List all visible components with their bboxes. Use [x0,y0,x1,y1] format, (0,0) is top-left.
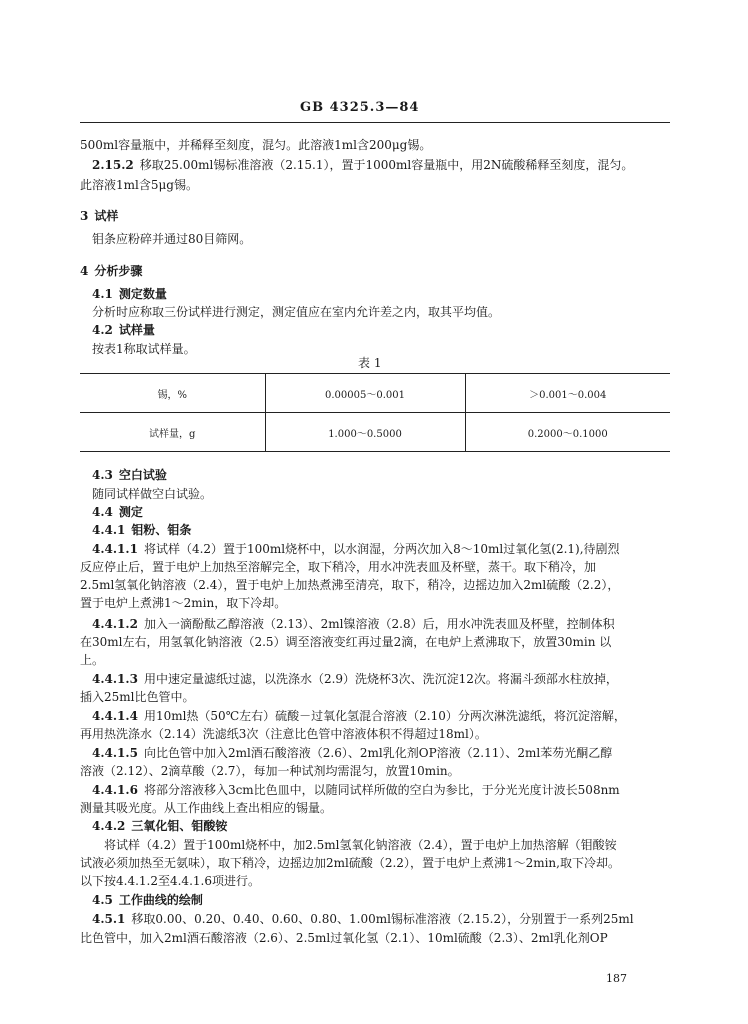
section-number: 4.4.1.3 [92,672,138,686]
line-text: 插入25ml比色管中。 [80,690,195,704]
table-cell: 1.000～0.5000 [265,413,465,452]
paragraph-line [80,854,620,872]
line-text: 三氧化钼、钼酸铵 [131,819,228,833]
line-text: 试样 [94,209,119,223]
paragraph-line [80,762,460,780]
paragraph-line [80,725,487,743]
line-text: 移取0.00、0.20、0.40、0.60、0.80、1.00ml锡标准溶液（2.15.2），分别置于一系列25ml [131,912,634,926]
table-cell: ＞0.001～0.004 [465,374,670,413]
paragraph-line [80,929,608,947]
document-header: GB 4325.3—84 [300,100,420,115]
table-row-label: 试样量，g [80,413,265,452]
line-text: 再用热洗涤水（2.14）洗滤纸3次（注意比色管中溶液体积不得超过18ml）。 [80,727,487,741]
paragraph-line [92,156,633,174]
paragraph-line [80,688,195,706]
line-text: 置于电炉上煮沸1～2min，取下冷却。 [80,596,287,610]
paragraph-line [80,799,332,817]
paragraph-line [80,633,611,651]
section-heading [92,817,227,835]
paragraph-line [92,303,500,321]
line-text: 空白试验 [118,468,167,482]
section-heading [92,285,167,303]
header-rule [80,122,670,123]
section-heading [80,207,118,225]
table-row [80,374,670,413]
table-cell: 0.2000～0.1000 [465,413,670,452]
section-number: 4.1 [92,287,113,301]
paragraph-line [104,836,617,854]
section-heading [92,321,155,339]
line-text: 测量其吸光度。从工作曲线上查出相应的锡量。 [80,801,333,815]
section-number: 4.5 [92,893,113,907]
line-text: 移取25.00ml锡标准溶液（2.15.1），置于1000ml容量瓶中，用2N硫酸稀释至刻度，混匀。 [139,158,634,172]
data-table [80,373,670,452]
line-text: 反应停止后，置于电炉上加热至溶解完全，取下稍冷，用水冲洗表皿及杯壁，蒸干。取下稍冷，加 [80,560,597,574]
line-text: 随同试样做空白试验。 [92,487,213,501]
section-number: 4.2 [92,323,113,337]
line-text: 2.5ml氢氧化钠溶液（2.4），置于电炉上加热煮沸至清亮，取下，稍冷，边摇边加入2ml硫酸（2.2）， [80,578,620,592]
section-number: 4.4.1.2 [92,617,138,631]
paragraph-line [92,744,612,762]
paragraph-line [92,910,634,928]
line-text: 用中速定量滤纸过滤，以洗涤水（2.9）洗烧杯3次、洗沉淀12次。将漏斗颈部水柱放掉， [143,672,618,686]
table-row [80,413,670,452]
paragraph-line [92,615,615,633]
line-text: 加入一滴酚酞乙醇溶液（2.13）、2ml镍溶液（2.8）后，用水冲洗表皿及杯壁，控制体积 [143,617,615,631]
section-number: 4 [80,264,89,278]
line-text: 分析时应称取三份试样进行测定，测定值应在室内允许差之内，取其平均值。 [92,305,501,319]
section-number: 2.15.2 [92,158,134,172]
line-text: 500ml容量瓶中，并稀释至刻度，混匀。此溶液1ml含200μg锡。 [80,138,432,152]
line-text: 将试样（4.2）置于100ml烧杯中，加2.5ml氢氧化钠溶液（2.4），置于电炉上加热溶解（钼酸铵 [104,838,617,852]
paragraph-line [92,540,620,558]
paragraph-line [80,558,596,576]
paragraph-line [92,485,212,503]
section-number: 4.4.2 [92,819,126,833]
paragraph-line [80,872,260,890]
line-text: 试液必须加热至无氨味），取下稍冷，边摇边加2ml硫酸（2.2），置于电炉上煮沸1～2min,取下冷却。 [80,856,620,870]
section-number: 4.4.1.4 [92,709,138,723]
section-number: 3 [80,209,89,223]
line-text: 将部分溶液移入3cm比色皿中，以随同试样所做的空白为参比，于分光光度计波长508nm [143,783,620,797]
paragraph-line [92,230,251,248]
line-text: 以下按4.4.1.2至4.4.1.6项进行。 [80,874,260,888]
line-text: 钼条应粉碎并通过80目筛网。 [92,232,252,246]
paragraph-line [80,651,104,669]
line-text: 用10ml热（50℃左右）硫酸－过氧化氢混合溶液（2.10）分两次淋洗滤纸，将沉淀溶解， [143,709,626,723]
section-heading [92,503,143,521]
line-text: 在30ml左右，用氢氧化钠溶液（2.5）调至溶液变红再过量2滴，在电炉上煮沸取下，放置30min 以 [80,635,612,649]
section-heading [92,521,191,539]
table-cell: 0.00005～0.001 [265,374,465,413]
line-text: 向比色管中加入2ml酒石酸溶液（2.6）、2ml乳化剂OP溶液（2.11）、2ml苯芴光酮乙醇 [143,746,613,760]
table-row-label: 锡，% [80,374,265,413]
section-number: 4.5.1 [92,912,126,926]
paragraph-line [80,576,619,594]
section-number: 4.4.1 [92,523,126,537]
section-heading [92,891,203,909]
paragraph-line [92,670,618,688]
line-text: 测定数量 [118,287,167,301]
section-heading [80,262,142,280]
paragraph-line [80,136,431,154]
section-number: 4.4 [92,505,113,519]
section-number: 4.3 [92,468,113,482]
paragraph-line [92,781,620,799]
paragraph-line [80,176,198,194]
page-number: 187 [606,972,627,985]
paragraph-line [92,340,196,358]
line-text: 比色管中，加入2ml酒石酸溶液（2.6）、2.5ml过氧化氢（2.1）、10ml硫酸（2.3）、2ml乳化剂OP [80,931,608,945]
line-text: 溶液（2.12）、2滴草酸（2.7），每加一种试剂均需混匀，放置10min。 [80,764,460,778]
line-text: 将试样（4.2）置于100ml烧杯中，以水润湿，分两次加入8～10ml过氧化氢(2.1),待剧烈 [143,542,620,556]
paragraph-line [80,594,286,612]
table-title: 表 1 [358,356,382,370]
line-text: 分析步骤 [94,264,143,278]
section-heading [92,466,167,484]
line-text: 测定 [118,505,143,519]
line-text: 钼粉、钼条 [131,523,192,537]
section-number: 4.4.1.1 [92,542,138,556]
line-text: 试样量 [118,323,155,337]
line-text: 按表1称取试样量。 [92,342,196,356]
line-text: 此溶液1ml含5μg锡。 [80,178,198,192]
line-text: 上。 [80,653,105,667]
paragraph-line [92,707,626,725]
line-text: 工作曲线的绘制 [118,893,203,907]
section-number: 4.4.1.5 [92,746,138,760]
section-number: 4.4.1.6 [92,783,138,797]
